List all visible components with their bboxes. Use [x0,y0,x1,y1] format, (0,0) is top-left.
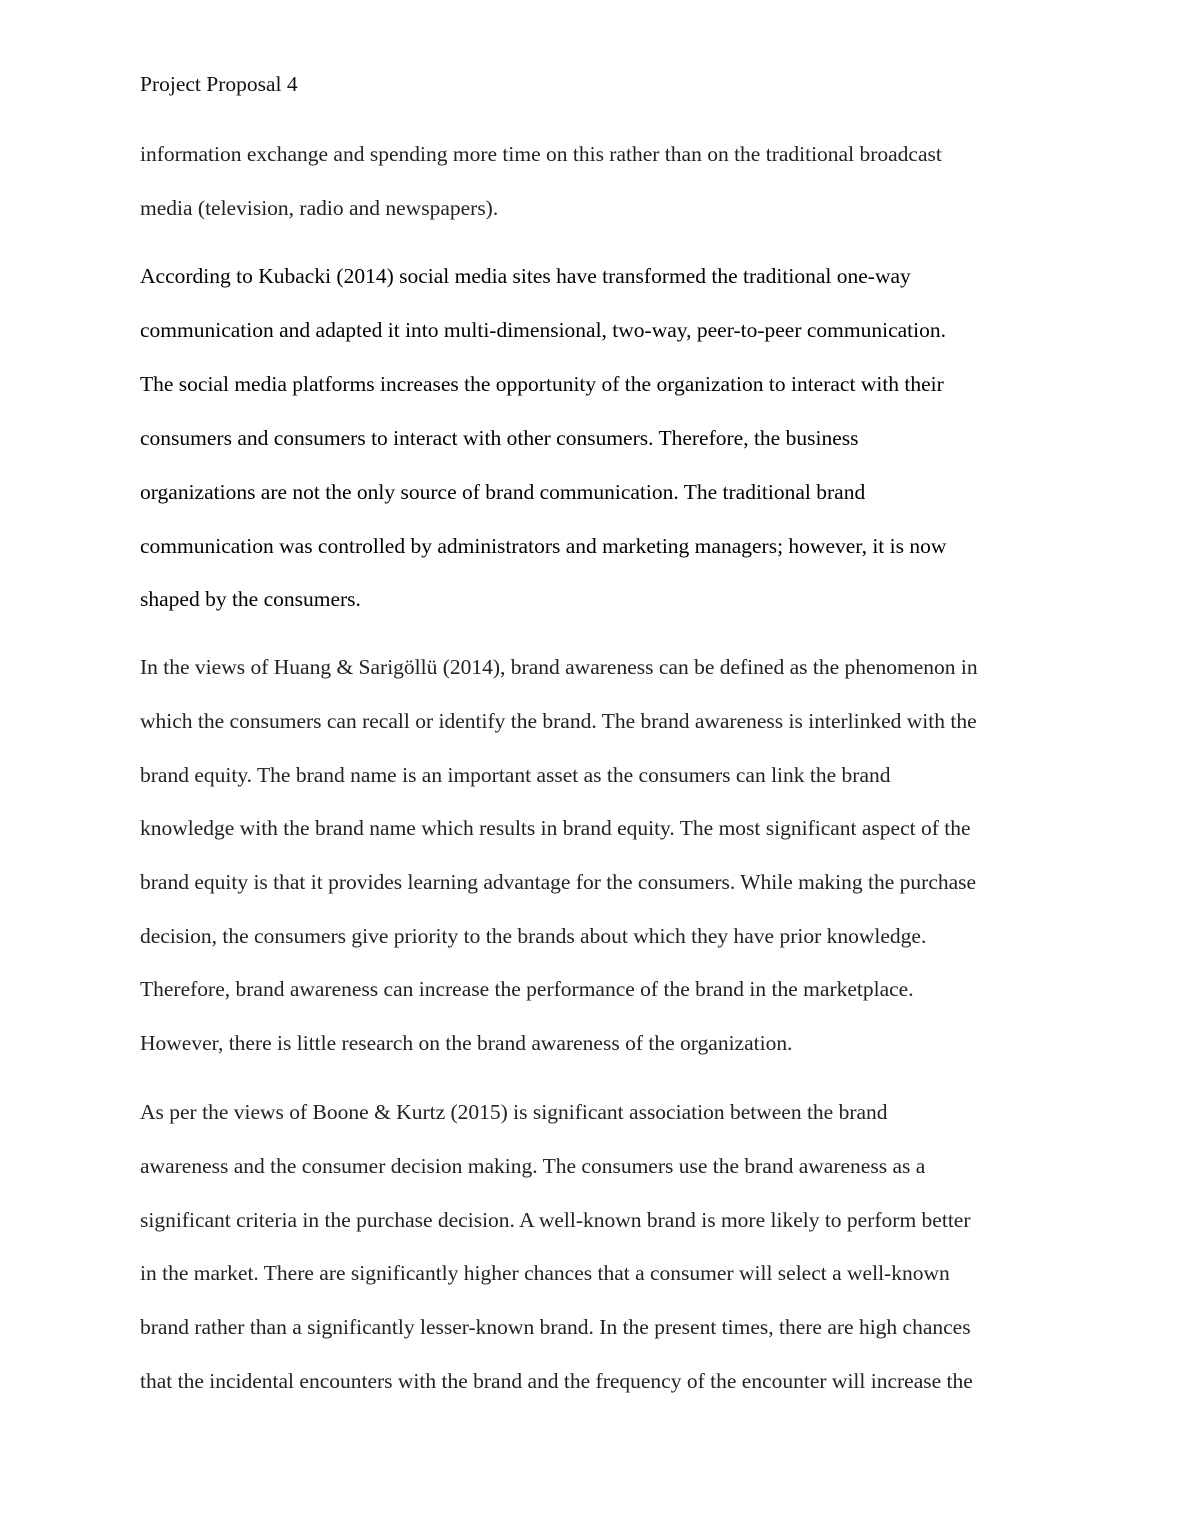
paragraph-line: The social media platforms increases the opportunity of the organization to interact with their [140,372,944,396]
paragraph-line: awareness and the consumer decision making. The consumers use the brand awareness as a [140,1154,926,1178]
paragraph-line: brand equity. The brand name is an important asset as the consumers can link the brand [140,763,891,787]
paragraph-line: that the incidental encounters with the brand and the frequency of the encounter will increase the [140,1369,973,1393]
paragraph-line: decision, the consumers give priority to the brands about which they have prior knowledge. [140,924,927,948]
paragraph-line: significant criteria in the purchase decision. A well-known brand is more likely to perform better [140,1208,971,1232]
paragraph-line: organizations are not the only source of brand communication. The traditional brand [140,480,866,504]
paragraph-line: Therefore, brand awareness can increase the performance of the brand in the marketplace. [140,977,914,1001]
paragraph-line: communication was controlled by administrators and marketing managers; however, it is now [140,534,947,558]
paragraph-line: which the consumers can recall or identify the brand. The brand awareness is interlinked with the [140,709,977,733]
paragraph-line: shaped by the consumers. [140,587,361,611]
paragraph-line: However, there is little research on the brand awareness of the organization. [140,1031,793,1055]
paragraph-line: communication and adapted it into multi-dimensional, two-way, peer-to-peer communication. [140,318,946,342]
paragraph-line: As per the views of Boone & Kurtz (2015) is significant association between the brand [140,1100,888,1124]
paragraph-line: In the views of Huang & Sarigöllü (2014), brand awareness can be defined as the phenomenon in [140,655,978,679]
paragraph-line: According to Kubacki (2014) social media sites have transformed the traditional one-way [140,264,911,288]
paragraph-line: brand rather than a significantly lesser-known brand. In the present times, there are high chances [140,1315,971,1339]
paragraph-line: consumers and consumers to interact with other consumers. Therefore, the business [140,426,859,450]
paragraph-line: information exchange and spending more time on this rather than on the traditional broadcast [140,142,942,166]
paragraph-line: knowledge with the brand name which results in brand equity. The most significant aspect of the [140,816,971,840]
paragraph-line: in the market. There are significantly higher chances that a consumer will select a well-known [140,1261,950,1285]
paragraph-line: brand equity is that it provides learning advantage for the consumers. While making the purchase [140,870,977,894]
paragraph-line: media (television, radio and newspapers). [140,196,499,220]
running-head: Project Proposal 4 [140,72,298,96]
